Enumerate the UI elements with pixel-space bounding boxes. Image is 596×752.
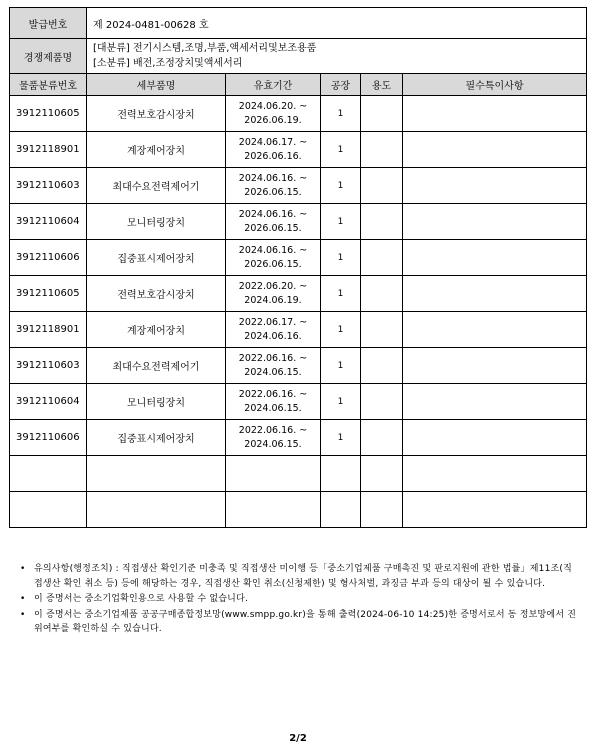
cell-code: 3912110603 (10, 348, 87, 384)
period-start: 2022.06.16. ~ (238, 388, 308, 400)
period-end: 2026.06.15. (244, 186, 302, 198)
cell-use (361, 204, 403, 240)
table-row (10, 240, 587, 276)
cell-special (403, 420, 587, 456)
issue-number-value: 제 2024-0481-00628 호 (87, 8, 587, 39)
note-item (20, 562, 580, 591)
issue-number-label: 발급번호 (10, 8, 87, 39)
period-start: 2022.06.20. ~ (238, 280, 308, 292)
cell-period (226, 204, 321, 240)
period-end: 2026.06.15. (244, 222, 302, 234)
cell-period (226, 276, 321, 312)
product-category-minor: [소분류] 배전,조정장치및액세서리 (93, 58, 243, 69)
cell-use (361, 96, 403, 132)
table-row (10, 204, 587, 240)
note-text: 이 증명서는 중소기업확인용으로 사용할 수 없습니다. (34, 594, 249, 604)
empty-row (10, 456, 587, 492)
cell-period (226, 168, 321, 204)
period-end: 2026.06.19. (244, 114, 302, 126)
cell-name: 최대수요전력제어기 (87, 168, 226, 204)
cell-period (226, 96, 321, 132)
cell-factory: 1 (321, 312, 361, 348)
period-end: 2024.06.15. (244, 402, 302, 414)
period-end: 2024.06.15. (244, 366, 302, 378)
cell-factory: 1 (321, 348, 361, 384)
col-header-use: 용도 (361, 74, 403, 96)
col-header-period: 유효기간 (226, 74, 321, 96)
period-start: 2024.06.16. ~ (238, 208, 308, 220)
cell-use (361, 240, 403, 276)
cell-factory: 1 (321, 420, 361, 456)
note-item (20, 608, 580, 637)
cell-use (361, 276, 403, 312)
cell-period (226, 240, 321, 276)
cell-code: 3912110606 (10, 240, 87, 276)
cell-name: 모니터링장치 (87, 204, 226, 240)
period-end: 2026.06.16. (244, 150, 302, 162)
cell-special (403, 312, 587, 348)
cell-special (403, 96, 587, 132)
cell-name: 계장제어장치 (87, 312, 226, 348)
cell-name: 전력보호감시장치 (87, 276, 226, 312)
cell-code: 3912110606 (10, 420, 87, 456)
col-header-special: 필수특이사항 (403, 74, 587, 96)
bullet-icon: • (20, 564, 26, 574)
cell-factory: 1 (321, 204, 361, 240)
col-header-code: 물품분류번호 (10, 74, 87, 96)
cell-period (226, 132, 321, 168)
period-start: 2024.06.16. ~ (238, 172, 308, 184)
period-end: 2026.06.15. (244, 258, 302, 270)
cell-factory: 1 (321, 276, 361, 312)
period-start: 2022.06.16. ~ (238, 352, 308, 364)
product-category-major: [대분류] 전기시스템,조명,부품,액세서리및보조용품 (93, 43, 317, 54)
table-row (10, 168, 587, 204)
period-start: 2024.06.17. ~ (238, 136, 308, 148)
cell-code: 3912110604 (10, 384, 87, 420)
table-row (10, 132, 587, 168)
certificate-frame (9, 7, 586, 528)
table-header-row (10, 74, 587, 96)
cell-factory: 1 (321, 168, 361, 204)
header-table (9, 7, 587, 74)
cell-name: 모니터링장치 (87, 384, 226, 420)
period-end: 2024.06.15. (244, 438, 302, 450)
notes-section (20, 562, 580, 638)
cell-code: 3912110605 (10, 276, 87, 312)
page-number: 2/2 (289, 733, 307, 744)
note-text: 유의사항(행정조치) : 직접생산 확인기준 미충족 및 직접생산 미이행 등「중소기업제품 구매촉진 및 판로지원에 관한 법률」제11조(직접생산 확인 취소 등) 등에 해당하는 경우, 직접생산 확인 취소(신청제한) 및 형사처벌, 과징금 부과 등의 대상이 될 수 있습니다. (34, 564, 573, 589)
cell-factory: 1 (321, 384, 361, 420)
cell-code: 3912110605 (10, 96, 87, 132)
cell-code: 3912110603 (10, 168, 87, 204)
cell-code: 3912118901 (10, 132, 87, 168)
product-name-value (87, 39, 587, 74)
cell-use (361, 384, 403, 420)
col-header-factory: 공장 (321, 74, 361, 96)
col-header-name: 세부품명 (87, 74, 226, 96)
cell-use (361, 168, 403, 204)
cell-name: 계장제어장치 (87, 132, 226, 168)
cell-period (226, 348, 321, 384)
table-row (10, 348, 587, 384)
cell-use (361, 132, 403, 168)
table-row (10, 420, 587, 456)
bullet-icon: • (20, 594, 26, 604)
cell-period (226, 384, 321, 420)
cell-use (361, 348, 403, 384)
cell-special (403, 168, 587, 204)
cell-use (361, 420, 403, 456)
cell-special (403, 276, 587, 312)
cell-period (226, 420, 321, 456)
cell-name: 최대수요전력제어기 (87, 348, 226, 384)
table-row (10, 276, 587, 312)
period-start: 2024.06.20. ~ (238, 100, 308, 112)
cell-code: 3912118901 (10, 312, 87, 348)
cell-factory: 1 (321, 240, 361, 276)
table-row (10, 312, 587, 348)
period-start: 2022.06.16. ~ (238, 424, 308, 436)
cell-special (403, 240, 587, 276)
cell-special (403, 348, 587, 384)
table-row (10, 384, 587, 420)
product-name-label: 경쟁제품명 (10, 39, 87, 74)
note-item (20, 592, 580, 607)
table-row (10, 96, 587, 132)
period-end: 2024.06.16. (244, 330, 302, 342)
cell-special (403, 132, 587, 168)
cell-code: 3912110604 (10, 204, 87, 240)
cell-name: 집중표시제어장치 (87, 420, 226, 456)
period-start: 2022.06.17. ~ (238, 316, 308, 328)
cell-name: 집중표시제어장치 (87, 240, 226, 276)
cell-period (226, 312, 321, 348)
cell-special (403, 204, 587, 240)
cell-special (403, 384, 587, 420)
period-start: 2024.06.16. ~ (238, 244, 308, 256)
cell-factory: 1 (321, 96, 361, 132)
bullet-icon: • (20, 609, 26, 620)
cell-factory: 1 (321, 132, 361, 168)
product-table (9, 73, 587, 528)
cell-use (361, 312, 403, 348)
cell-name: 전력보호감시장치 (87, 96, 226, 132)
note-text: 이 증명서는 중소기업제품 공공구매종합정보망(www.smpp.go.kr)을 통해 출력(2024-06-10 14:25)한 증명서로서 동 정보망에서 진위여부를 확인하실 수 있습니다. (34, 609, 577, 634)
empty-row (10, 492, 587, 528)
period-end: 2024.06.19. (244, 294, 302, 306)
table-body (10, 96, 587, 456)
